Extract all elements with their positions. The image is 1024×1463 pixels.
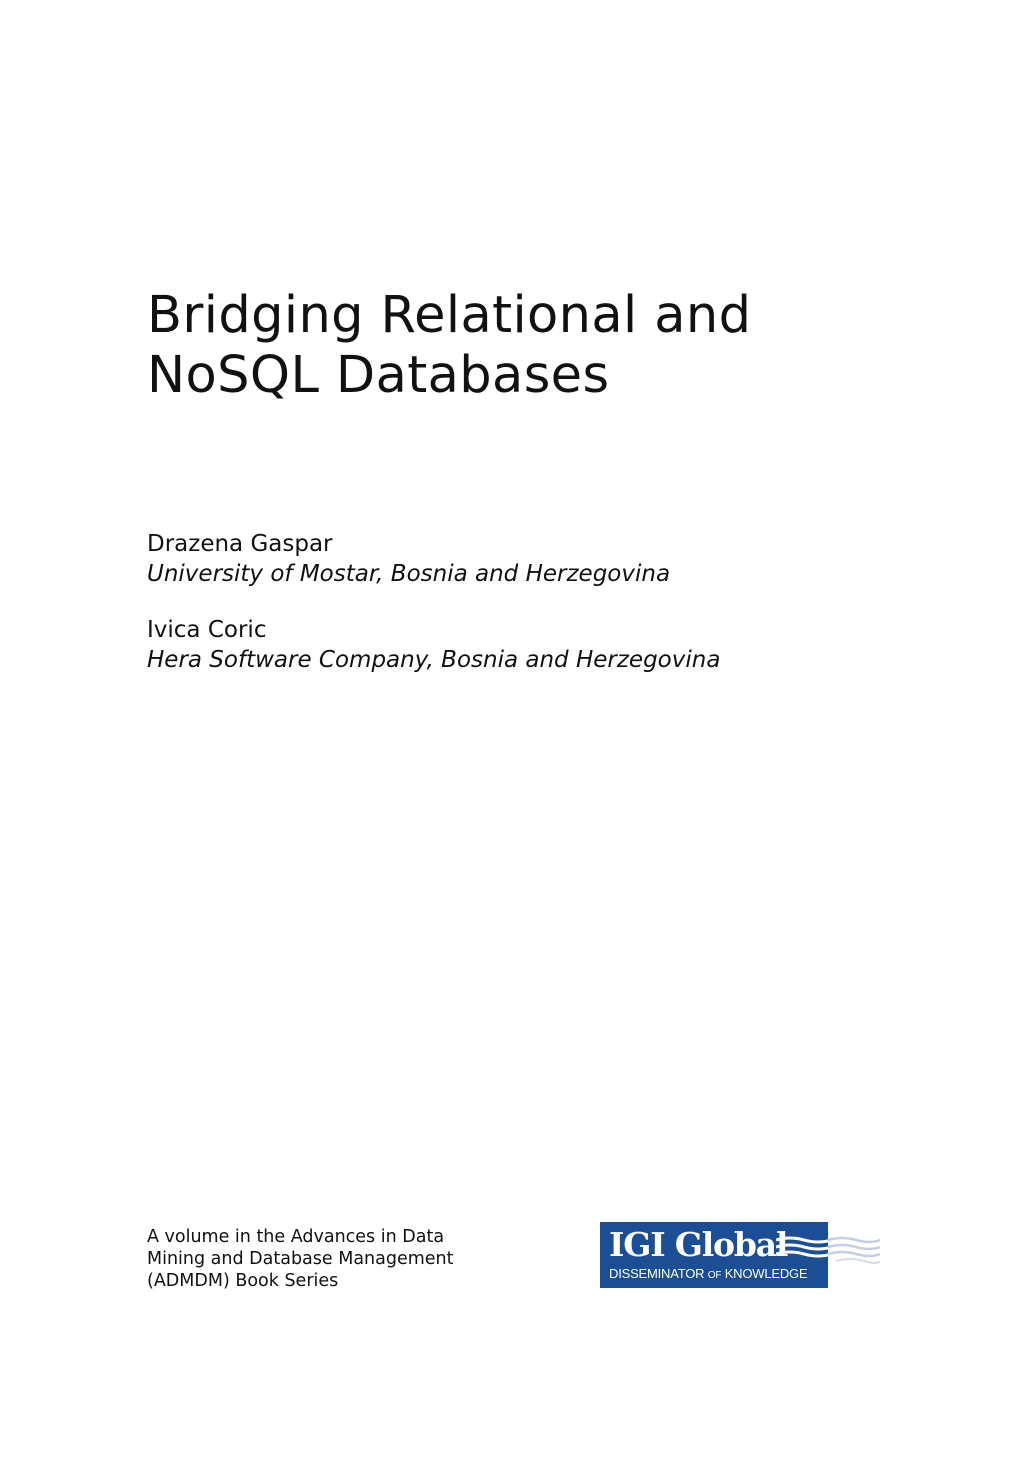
book-title-line-1: Bridging Relational and xyxy=(147,286,752,345)
logo-tagline-part: KNOWLEDGE xyxy=(724,1266,808,1281)
publisher-logo xyxy=(600,1222,880,1290)
author-entry xyxy=(147,529,847,589)
logo-tagline-part: OF xyxy=(707,1270,722,1281)
author-name: Drazena Gaspar xyxy=(147,531,333,557)
author-name: Ivica Coric xyxy=(147,617,267,643)
logo-tagline-part: DISSEMINATOR xyxy=(609,1266,705,1281)
series-note-line-3: (ADMDM) Book Series xyxy=(147,1271,339,1291)
series-note-line-2: Mining and Database Management xyxy=(147,1249,454,1269)
series-note xyxy=(147,1226,507,1292)
book-title xyxy=(147,286,907,406)
author-affiliation: University of Mostar, Bosnia and Herzegovina xyxy=(147,561,671,587)
waves-icon xyxy=(776,1234,880,1270)
book-title-line-2: NoSQL Databases xyxy=(147,346,610,405)
publisher-logo-name: IGI Global xyxy=(609,1225,788,1264)
author-entry xyxy=(147,615,847,675)
series-note-line-1: A volume in the Advances in Data xyxy=(147,1227,445,1247)
author-affiliation: Hera Software Company, Bosnia and Herzegovina xyxy=(147,647,721,673)
